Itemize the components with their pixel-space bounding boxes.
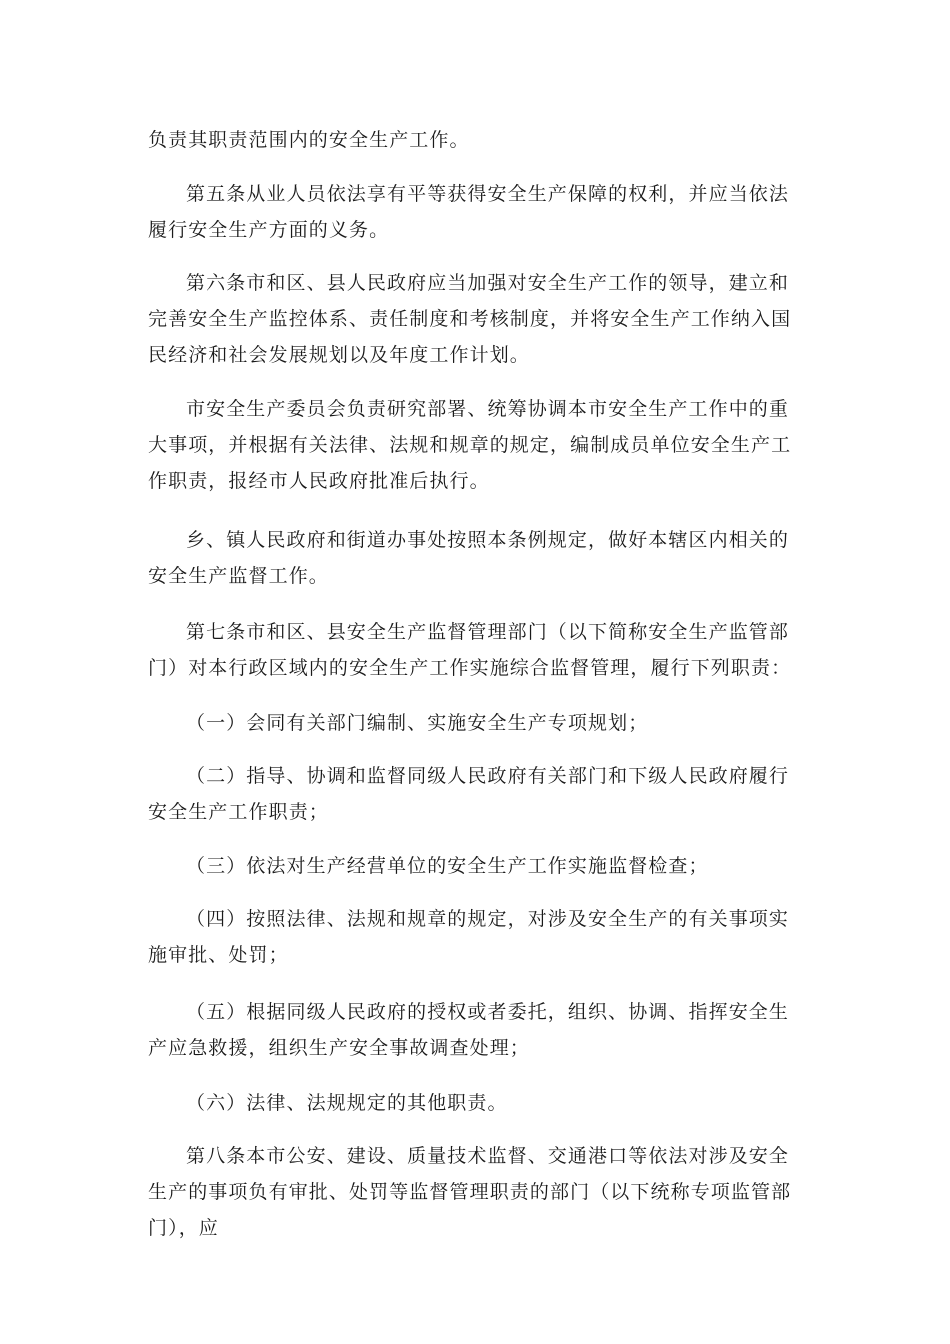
paragraph-article-6: 第六条市和区、县人民政府应当加强对安全生产工作的领导，建立和完善安全生产监控体系、责任制度和考核制度，并将安全生产工作纳入国民经济和社会发展规划以及年度工作计划。 <box>148 272 792 366</box>
paragraph-continuation: 负责其职责范围内的安全生产工作。 <box>148 129 470 151</box>
paragraph-item-3: （三）依法对生产经营单位的安全生产工作实施监督检查； <box>186 855 709 877</box>
paragraph-township-governments: 乡、镇人民政府和街道办事处按照本条例规定，做好本辖区内相关的安全生产监督工作。 <box>148 529 790 587</box>
paragraph-article-7: 第七条市和区、县安全生产监督管理部门（以下简称安全生产监管部门）对本行政区域内的安全生产工作实施综合监督管理，履行下列职责： <box>148 621 792 679</box>
paragraph-item-5: （五）根据同级人民政府的授权或者委托，组织、协调、指挥安全生产应急救援，组织生产安全事故调查处理； <box>148 1001 790 1059</box>
paragraph-item-2: （二）指导、协调和监督同级人民政府有关部门和下级人民政府履行安全生产工作职责； <box>148 765 790 823</box>
paragraph-safety-committee: 市安全生产委员会负责研究部署、统筹协调本市安全生产工作中的重大事项，并根据有关法律、法规和规章的规定，编制成员单位安全生产工作职责，报经市人民政府批准后执行。 <box>148 398 792 492</box>
paragraph-article-8: 第八条本市公安、建设、质量技术监督、交通港口等依法对涉及安全生产的事项负有审批、处罚等监督管理职责的部门（以下统称专项监管部门），应 <box>148 1145 792 1239</box>
paragraph-article-5: 第五条从业人员依法享有平等获得安全生产保障的权利，并应当依法履行安全生产方面的义务。 <box>148 183 790 241</box>
paragraph-item-1: （一）会同有关部门编制、实施安全生产专项规划； <box>186 712 649 734</box>
paragraph-item-6: （六）法律、法规规定的其他职责。 <box>186 1092 508 1114</box>
paragraph-item-4: （四）按照法律、法规和规章的规定，对涉及安全生产的有关事项实施审批、处罚； <box>148 908 790 966</box>
